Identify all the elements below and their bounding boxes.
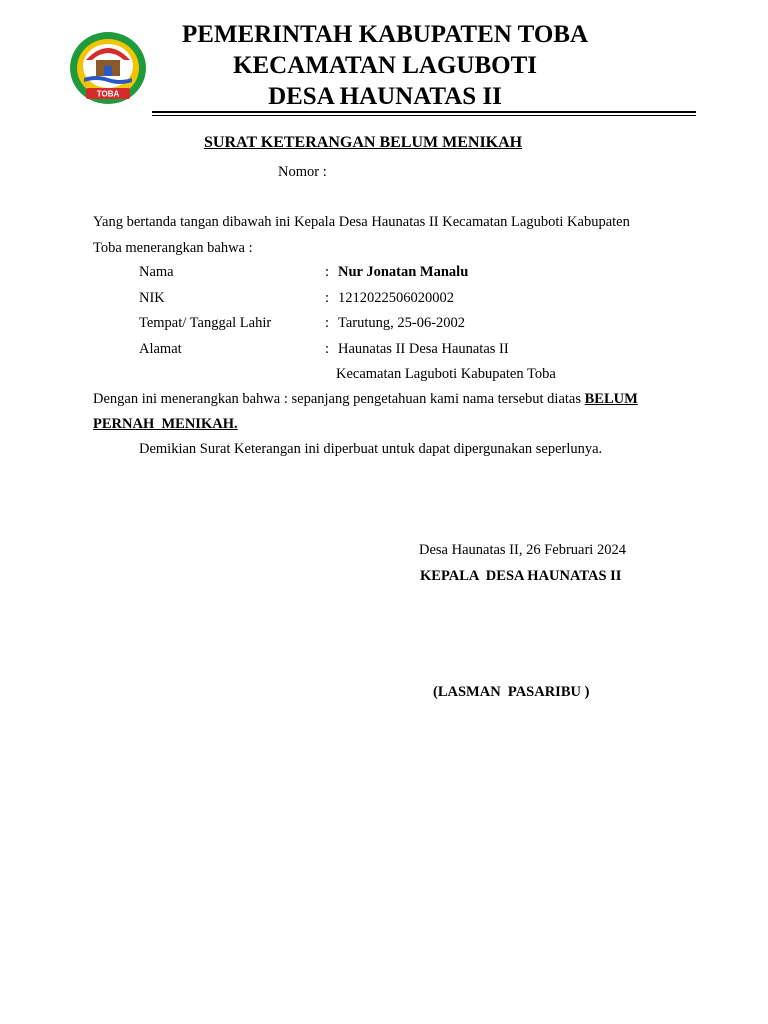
field-label-alamat: Alamat	[139, 341, 182, 357]
logo-text: TOBA	[96, 89, 120, 99]
field-value-alamat-line-2: Kecamatan Laguboti Kabupaten Toba	[336, 366, 556, 382]
field-colon-ttl: :	[325, 315, 330, 331]
header-line-1: PEMERINTAH KABUPATEN TOBA	[181, 21, 589, 48]
field-label-nik: NIK	[139, 290, 165, 306]
header-rule-thin	[152, 115, 696, 116]
field-value-ttl: Tarutung, 25-06-2002	[338, 315, 466, 331]
field-colon-alamat: :	[325, 341, 330, 357]
signature-place-date: Desa Haunatas II, 26 Februari 2024	[419, 542, 626, 558]
closing-statement: Demikian Surat Keterangan ini diperbuat untuk dapat dipergunakan seperlunya.	[139, 441, 603, 457]
statement-line-2: PERNAH MENIKAH.	[93, 416, 238, 432]
field-value-nama: Nur Jonatan Manalu	[338, 264, 469, 280]
field-label-ttl: Tempat/ Tanggal Lahir	[139, 315, 272, 331]
field-value-alamat: Haunatas II Desa Haunatas II	[338, 341, 509, 357]
field-value-nik: 1212022506020002	[338, 290, 454, 306]
signature-position: KEPALA DESA HAUNATAS II	[420, 568, 622, 584]
header-line-3: DESA HAUNATAS II	[268, 83, 502, 110]
intro-line-2: Toba menerangkan bahwa :	[93, 240, 253, 256]
field-label-nama: Nama	[139, 264, 174, 280]
statement-text: Dengan ini menerangkan bahwa : sepanjang pengetahuan kami nama tersebut diatas	[93, 391, 581, 407]
toba-regency-logo	[68, 30, 148, 106]
logo-house-door	[104, 66, 112, 76]
intro-line-1: Yang bertanda tangan dibawah ini Kepala Desa Haunatas II Kecamatan Laguboti Kabupaten	[93, 214, 630, 230]
nomor-label: Nomor :	[278, 164, 327, 180]
document-title: SURAT KETERANGAN BELUM MENIKAH	[204, 134, 523, 151]
header-rule-thick	[152, 111, 696, 113]
statement-belum: BELUM	[584, 391, 638, 407]
statement-line-1	[93, 389, 638, 409]
field-colon-nama: :	[325, 264, 330, 280]
signature-name: (LASMAN PASARIBU )	[433, 684, 590, 700]
field-colon-nik: :	[325, 290, 330, 306]
header-line-2: KECAMATAN LAGUBOTI	[233, 52, 537, 79]
